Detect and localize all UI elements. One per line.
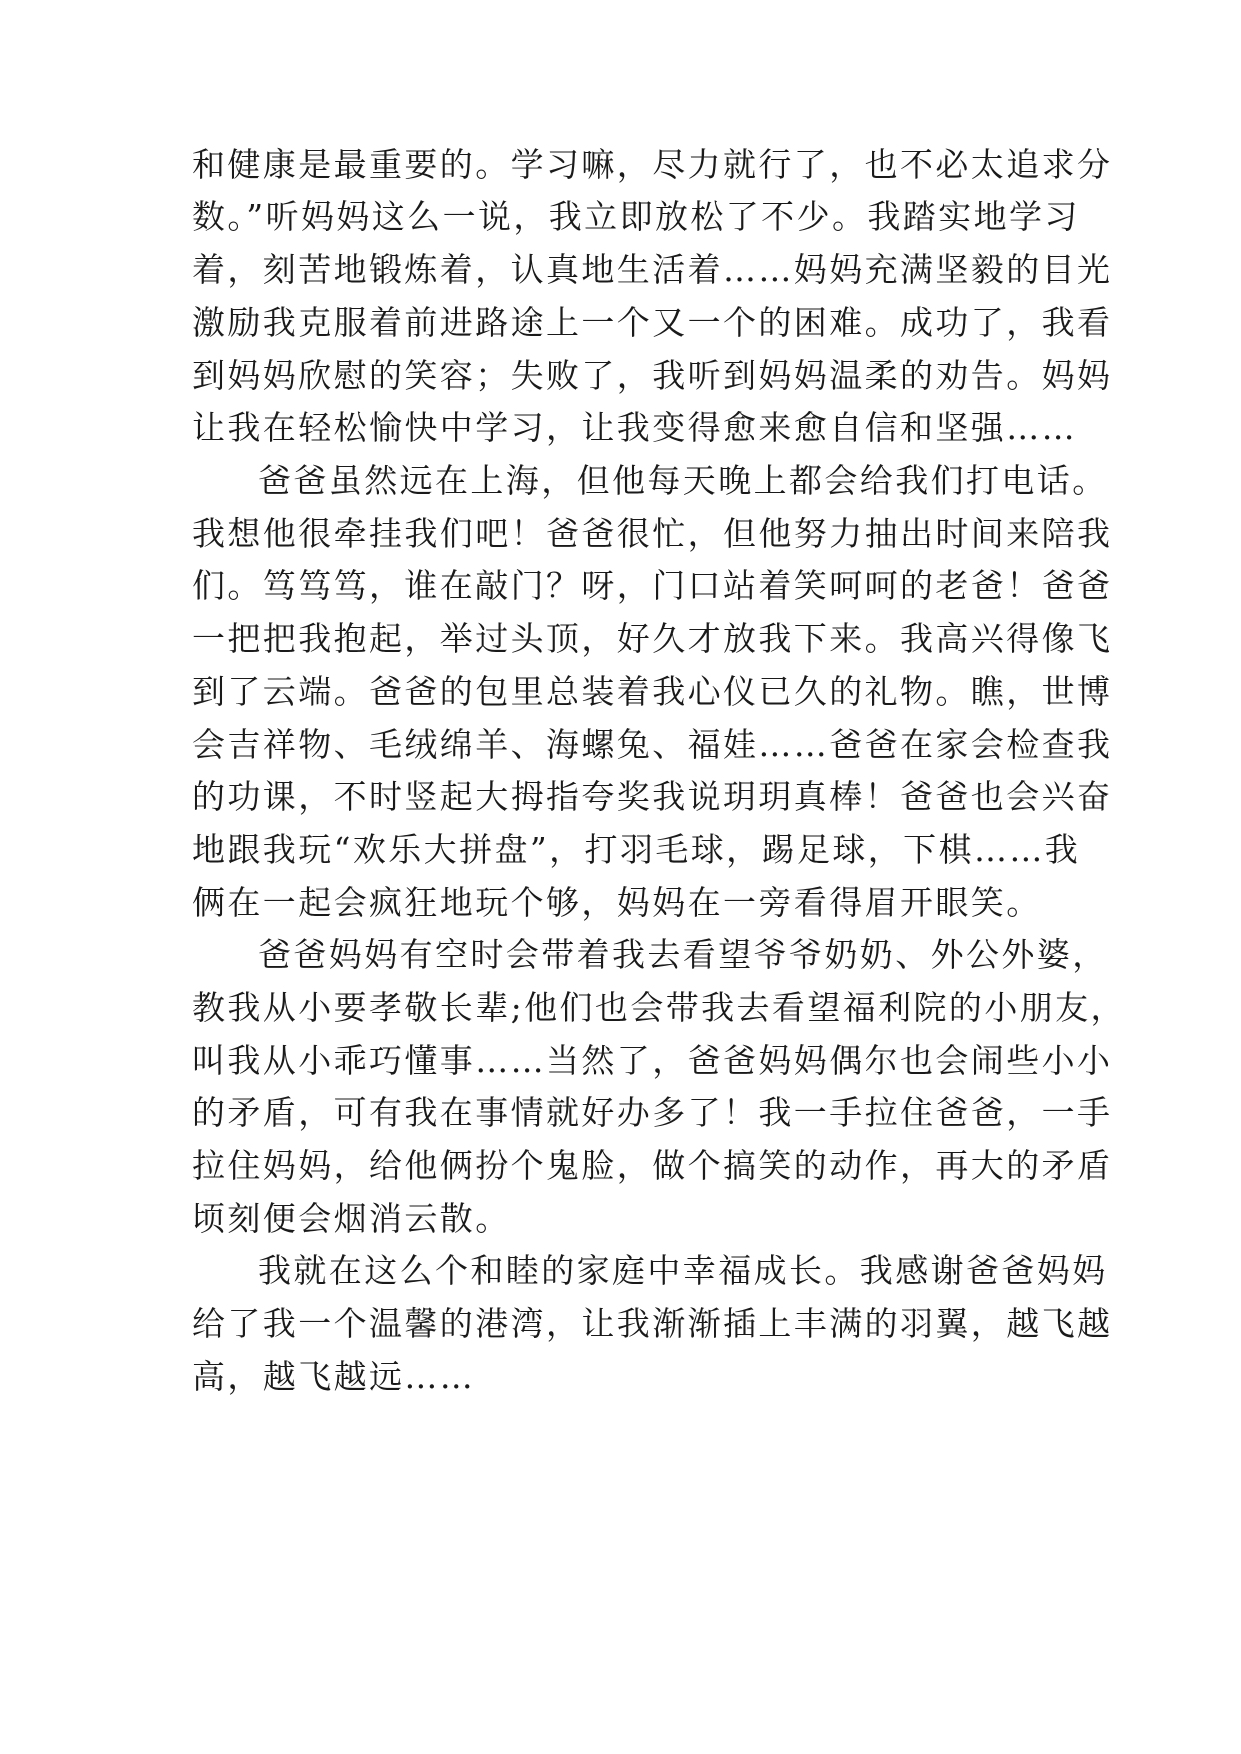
text-line: 一把把我抱起，举过头顶，好久才放我下来。我高兴得像飞 — [192, 619, 1113, 658]
text-line: 着，刻苦地锻炼着，认真地生活着……妈妈充满坚毅的目光 — [192, 250, 1113, 289]
text-line: 俩在一起会疯狂地玩个够，妈妈在一旁看得眉开眼笑。 — [192, 883, 1042, 922]
text-line: 数。”听妈妈这么一说，我立即放松了不少。我踏实地学习 — [192, 197, 1080, 236]
text-line: 们。笃笃笃，谁在敲门？呀，门口站着笑呵呵的老爸！爸爸 — [192, 566, 1113, 605]
text-line: 拉住妈妈，给他俩扮个鬼脸，做个搞笑的动作，再大的矛盾 — [192, 1146, 1113, 1185]
text-line: 到妈妈欣慰的笑容；失败了，我听到妈妈温柔的劝告。妈妈 — [192, 356, 1113, 395]
text-line: 到了云端。爸爸的包里总装着我心仪已久的礼物。瞧，世博 — [192, 672, 1113, 711]
paragraph-start-line: 爸爸虽然远在上海，但他每天晚上都会给我们打电话。 — [258, 461, 1108, 500]
paragraph-start-line: 我就在这么个和睦的家庭中幸福成长。我感谢爸爸妈妈 — [258, 1251, 1108, 1290]
text-line: 地跟我玩“欢乐大拼盘”，打羽毛球，踢足球，下棋……我 — [192, 830, 1081, 869]
text-line: 给了我一个温馨的港湾，让我渐渐插上丰满的羽翼，越飞越 — [192, 1304, 1113, 1343]
text-line: 激励我克服着前进路途上一个又一个的困难。成功了，我看 — [192, 303, 1113, 342]
paragraph-start-line: 爸爸妈妈有空时会带着我去看望爷爷奶奶、外公外婆， — [258, 935, 1108, 974]
text-line: 让我在轻松愉快中学习，让我变得愈来愈自信和坚强…… — [192, 408, 1077, 447]
text-line: 和健康是最重要的。学习嘛，尽力就行了，也不必太追求分 — [192, 145, 1113, 184]
text-line: 高，越飞越远…… — [192, 1357, 476, 1396]
text-line: 会吉祥物、毛绒绵羊、海螺兔、福娃……爸爸在家会检查我 — [192, 725, 1113, 764]
text-line: 教我从小要孝敬长辈;他们也会带我去看望福利院的小朋友， — [192, 988, 1126, 1027]
text-line: 的矛盾，可有我在事情就好办多了！我一手拉住爸爸，一手 — [192, 1093, 1113, 1132]
text-line: 我想他很牵挂我们吧！爸爸很忙，但他努力抽出时间来陪我 — [192, 514, 1113, 553]
text-line: 的功课，不时竖起大拇指夸奖我说玥玥真棒！爸爸也会兴奋 — [192, 777, 1113, 816]
text-line: 顷刻便会烟消云散。 — [192, 1199, 511, 1238]
text-line: 叫我从小乖巧懂事……当然了，爸爸妈妈偶尔也会闹些小小 — [192, 1041, 1113, 1080]
